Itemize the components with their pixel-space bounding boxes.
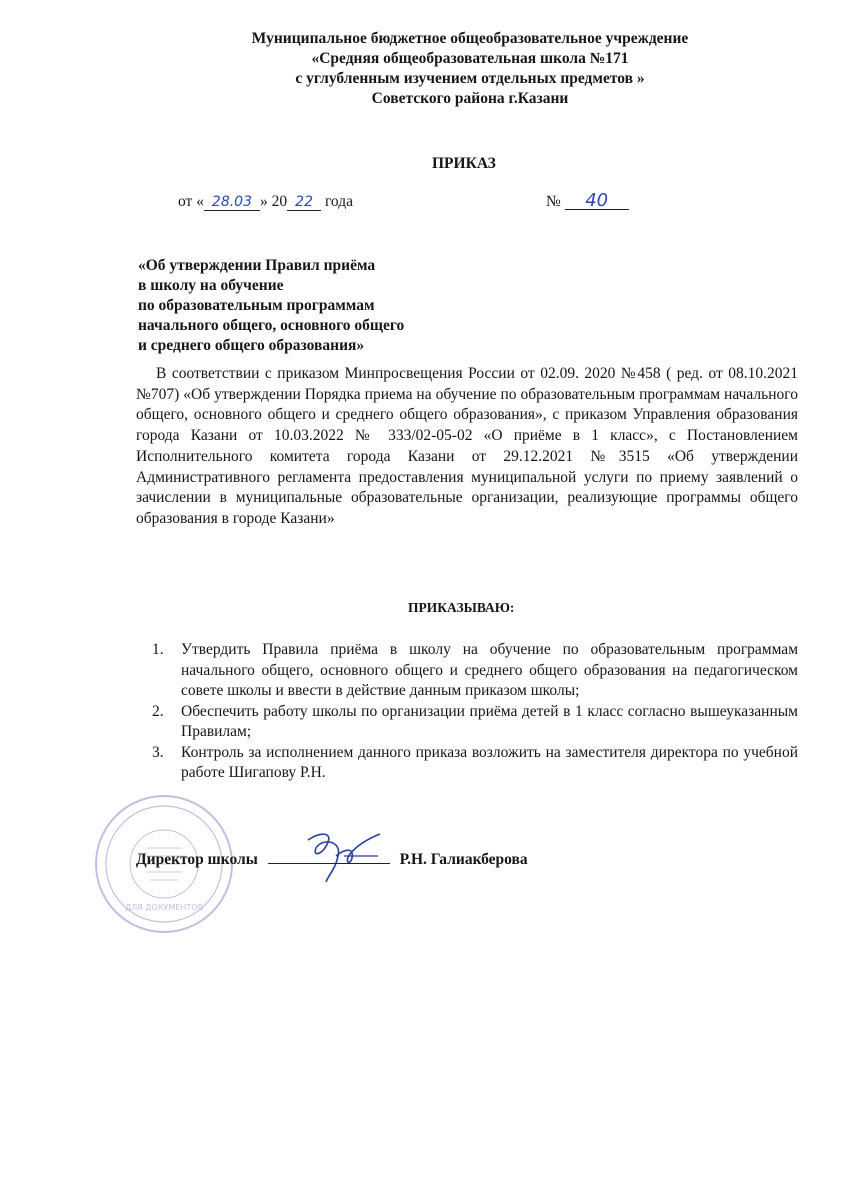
institution-header: [170, 29, 770, 109]
date-prefix: от «: [178, 193, 204, 210]
item-number: 3.: [152, 743, 164, 761]
director-role: Директор школы: [136, 851, 258, 868]
item-text: Обеспечить работу школы по организации приёма детей в 1 класс согласно вышеуказанным Правилам;: [181, 702, 798, 740]
signature-row: [136, 849, 528, 869]
item-number: 2.: [152, 702, 164, 720]
header-line-4: Советского района г.Казани: [371, 90, 569, 107]
date-mid: » 20: [259, 193, 288, 210]
subject-line-3: по образовательным программам: [138, 297, 375, 314]
order-subject: [138, 256, 468, 356]
date-year-handwritten: 22: [287, 194, 321, 211]
date-suffix: года: [321, 193, 353, 210]
list-item: [136, 640, 798, 702]
subject-line-4: начального общего, основного общего: [138, 317, 405, 334]
order-number: [546, 190, 629, 211]
preamble-paragraph: В соответствии с приказом Минпросвещения России от 02.09. 2020 №458 ( ред. от 08.10.2021 №707) «Об утверждении Порядка приема на обучение по образовательным программам начального общего, основного общего и среднего общего образования», с приказом Управления образования города Казани от 10.03.2022 № 333/02-05-02 «О приёме в 1 класс», с Постановлением Исполнительного комитета города Казани от 29.12.2021 №3515 «Об утверждении Административного регламента предоставления муниципальной услуги по приему заявлений о зачислении в муниципальные образовательные организации, реализующие программы общего образования в городе Казани»: [136, 365, 798, 527]
order-items-list: [136, 640, 798, 784]
header-line-3: с углубленным изучением отдельных предметов »: [295, 70, 645, 87]
director-name: Р.Н. Галиакберова: [399, 851, 528, 868]
subject-line-5: и среднего общего образования»: [138, 337, 365, 354]
header-line-1: Муниципальное бюджетное общеобразовательное учреждение: [251, 30, 689, 47]
order-date: [178, 193, 353, 211]
item-number: 1.: [152, 641, 164, 658]
decree-title: ПРИКАЗЫВАЮ:: [408, 600, 515, 615]
number-label: №: [546, 193, 561, 210]
subject-line-1: «Об утверждении Правил приёма: [138, 257, 376, 274]
stamp-text: ДЛЯ ДОКУМЕНТОВ: [124, 903, 204, 912]
list-item: [136, 702, 798, 743]
header-line-2: «Средняя общеобразовательная школа №171: [311, 50, 629, 67]
order-title: ПРИКАЗ: [432, 155, 496, 172]
number-handwritten: 40: [565, 193, 629, 210]
signature-line: [268, 849, 390, 864]
subject-line-2: в школу на обучение: [138, 277, 284, 294]
item-text: Контроль за исполнением данного приказа возложить на заместителя директора по учебной работе Шигапову Р.Н.: [181, 743, 798, 781]
item-text: Утвердить Правила приёма в школу на обучение по образовательным программам начального общего, основного общего и среднего общего образования на педагогическом совете школы и ввести в действие данным приказом школы;: [181, 641, 798, 699]
list-item: [136, 743, 798, 784]
date-day-handwritten: 28.03: [204, 194, 260, 211]
